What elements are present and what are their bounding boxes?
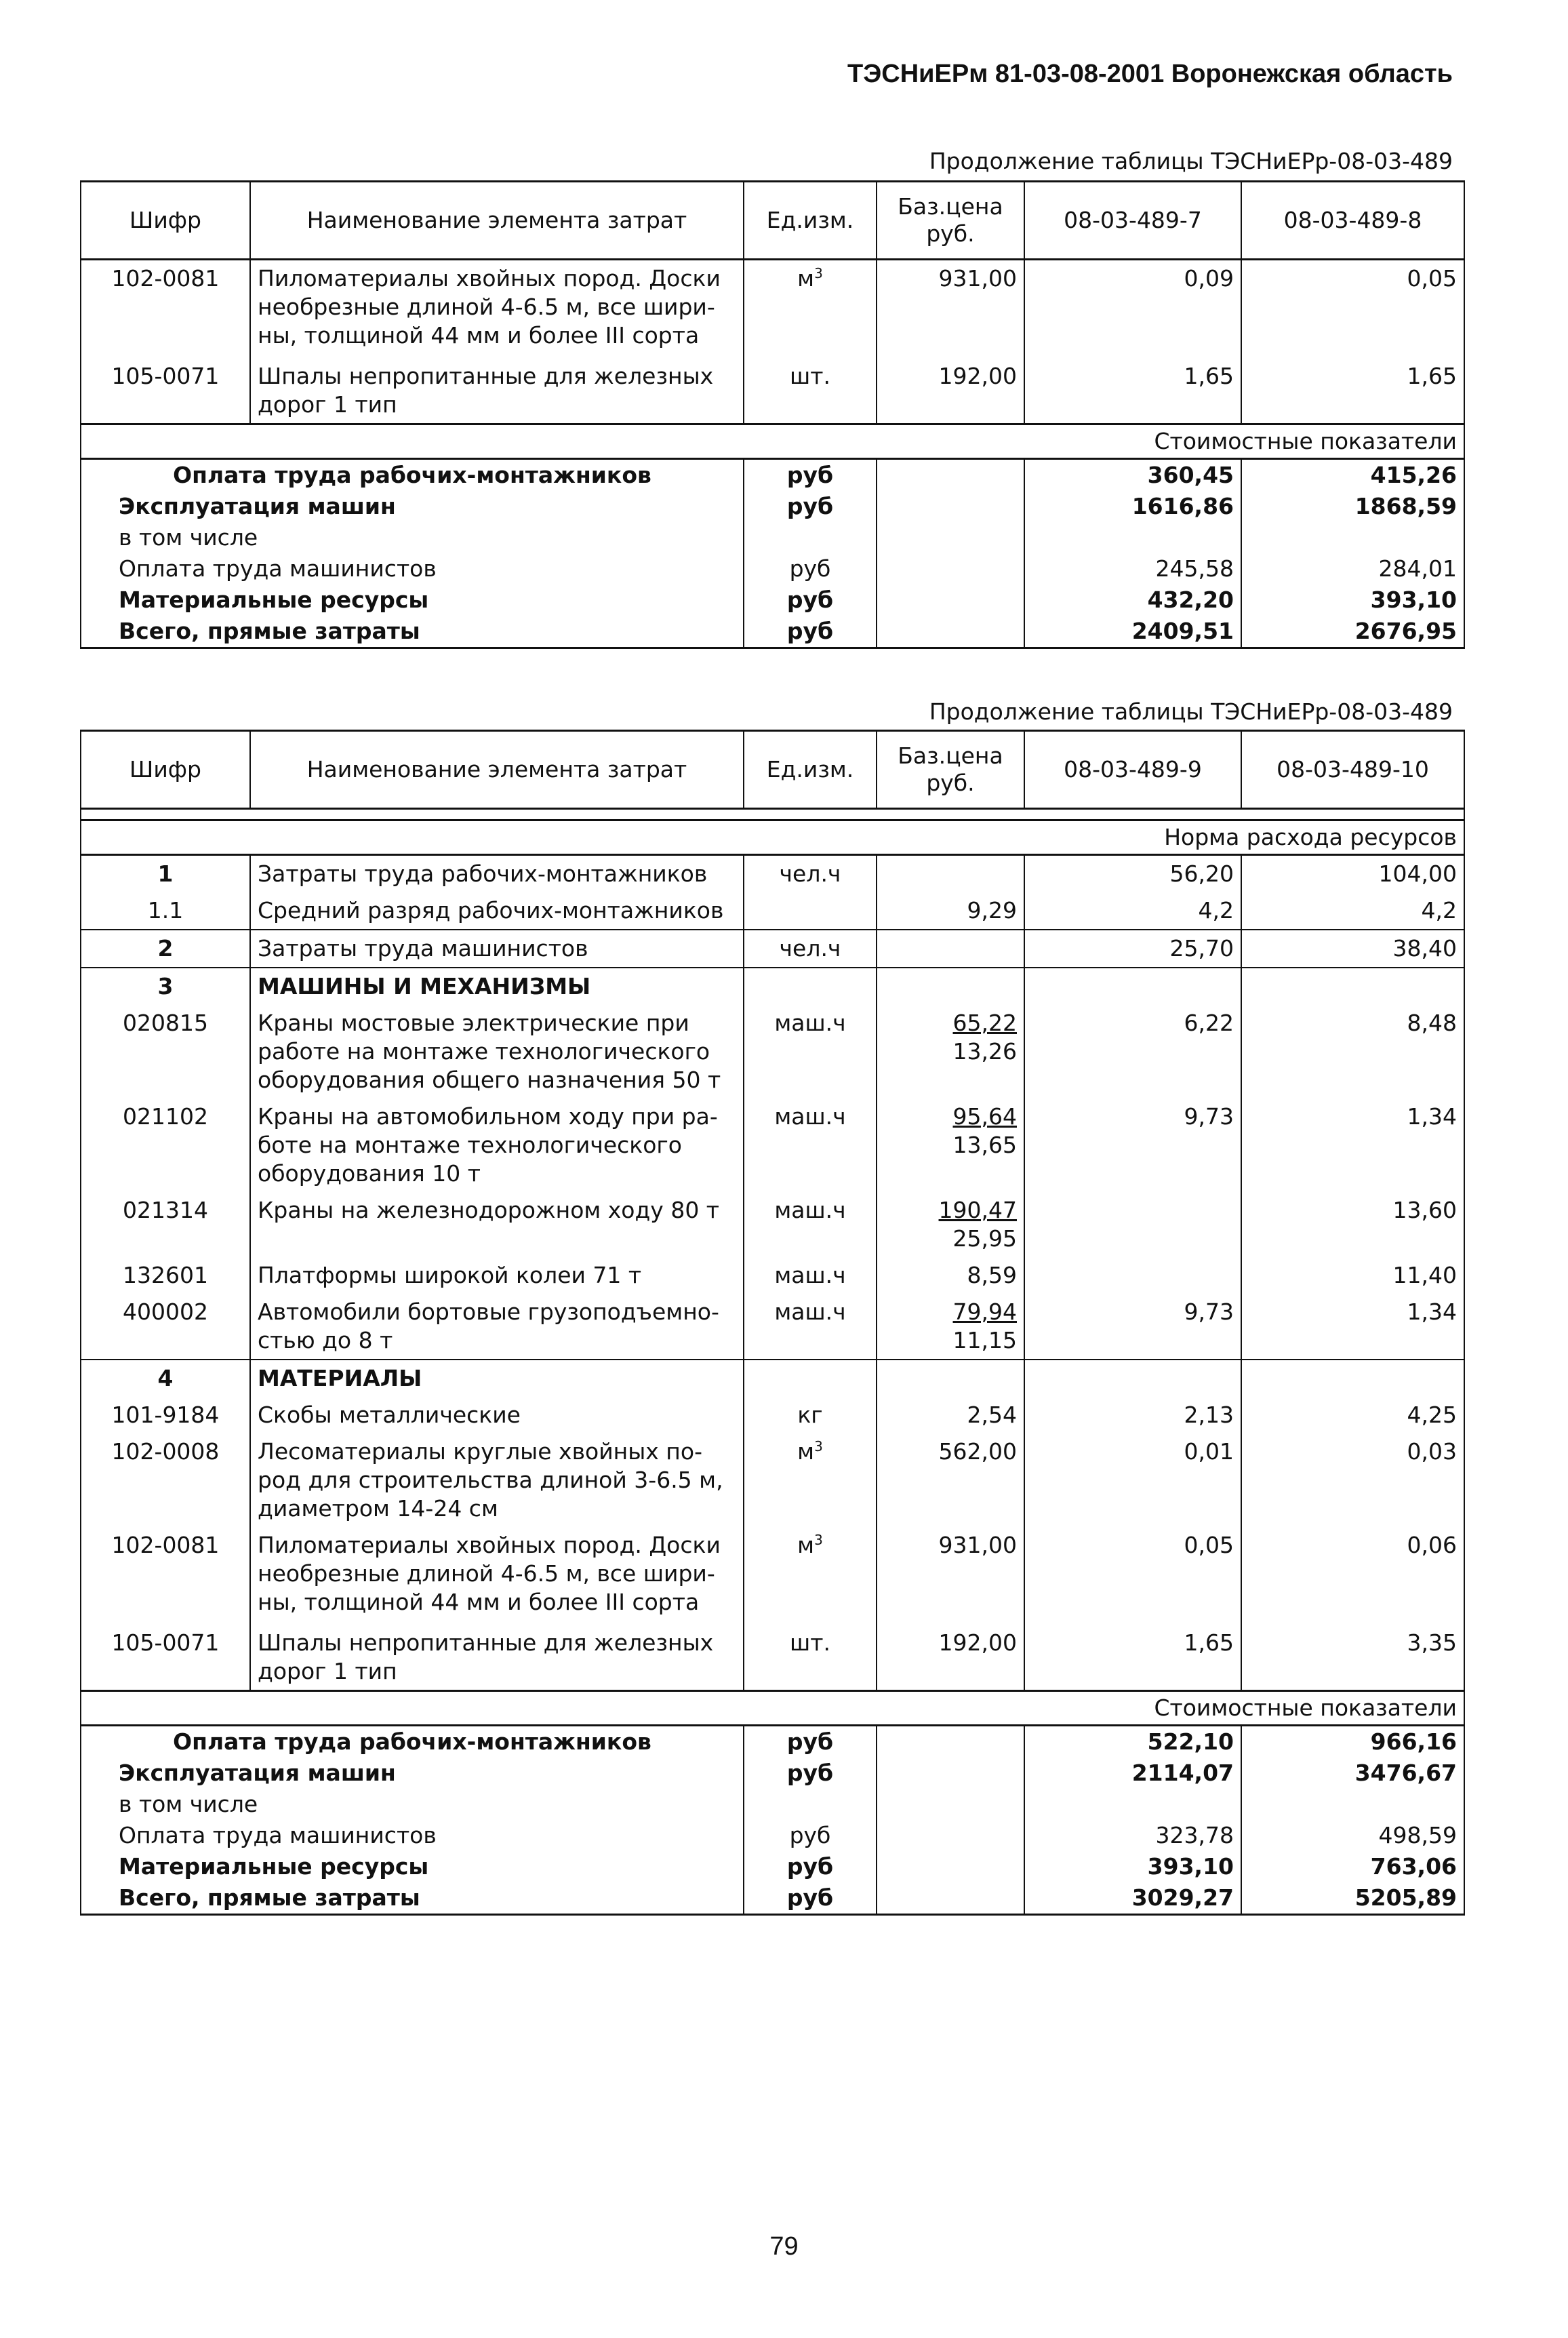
table1-caption: Продолжение таблицы ТЭСНиЕРр-08-03-489 <box>929 148 1453 174</box>
summary-row <box>81 522 1464 553</box>
row-unit: $м^3$ <box>744 1433 877 1527</box>
summary-value-2: 1868,59 <box>1241 491 1464 522</box>
summary-label: в том числе <box>81 1789 744 1820</box>
summary-unit: руб <box>744 553 877 584</box>
summary-unit: руб <box>744 1820 877 1851</box>
row-name: Пиломатериалы хвойных пород. Доски необрезные длиной 4-6.5 м, все шири-ны, толщиной 44 мм и более III сорта <box>250 260 744 359</box>
row-unit <box>744 892 877 930</box>
summary-row <box>81 584 1464 616</box>
summary-unit: руб <box>744 491 877 522</box>
row-price: 9,29 <box>877 892 1024 930</box>
section-row-machines <box>81 968 1464 1005</box>
summary-value-2 <box>1241 1789 1464 1820</box>
summary-unit: руб <box>744 1851 877 1882</box>
row-price: 65,22 13,26 <box>877 1005 1024 1098</box>
summary-unit <box>744 1789 877 1820</box>
row-name: Краны на железнодорожном ходу 80 т <box>250 1192 744 1257</box>
row-value-1: 25,70 <box>1024 930 1241 968</box>
summary-value-1: 432,20 <box>1024 584 1241 616</box>
row-price: 931,00 <box>877 1527 1024 1625</box>
table-row <box>81 855 1464 893</box>
summary-row <box>81 1820 1464 1851</box>
summary-label: Оплата труда рабочих-монтажников <box>81 459 744 492</box>
summary-label: Эксплуатация машин <box>81 1758 744 1789</box>
row-code: 101-9184 <box>81 1397 250 1433</box>
spacer-band <box>81 809 1464 820</box>
machine-row <box>81 1098 1464 1192</box>
row-value-2: 13,60 <box>1241 1192 1464 1257</box>
row-name: Средний разряд рабочих-монтажников <box>250 892 744 930</box>
summary-label: Оплата труда рабочих-монтажников <box>81 1726 744 1758</box>
machine-row <box>81 1192 1464 1257</box>
summary-value-1: 393,10 <box>1024 1851 1241 1882</box>
row-value-2: 0,05 <box>1241 260 1464 359</box>
cost-band-label: Стоимостные показатели <box>81 1691 1464 1726</box>
norm-band-label: Норма расхода ресурсов <box>81 820 1464 855</box>
machine-row <box>81 1005 1464 1098</box>
row-price: 190,47 25,95 <box>877 1192 1024 1257</box>
row-unit: шт. <box>744 358 877 424</box>
row-price: 192,00 <box>877 1625 1024 1691</box>
row-unit: шт. <box>744 1625 877 1691</box>
row-name: Шпалы непропитанные для железных дорог 1 тип <box>250 1625 744 1691</box>
material-row <box>81 1527 1464 1625</box>
row-value-1: 9,73 <box>1024 1294 1241 1360</box>
row-value-2: 11,40 <box>1241 1257 1464 1294</box>
summary-unit: руб <box>744 459 877 492</box>
summary-value-2: 415,26 <box>1241 459 1464 492</box>
cost-band-row <box>81 424 1464 459</box>
row-value-1: 1,65 <box>1024 1625 1241 1691</box>
summary-row <box>81 1726 1464 1758</box>
summary-label: Материальные ресурсы <box>81 1851 744 1882</box>
row-code: 102-0081 <box>81 260 250 359</box>
table-row <box>81 930 1464 968</box>
row-code: 102-0008 <box>81 1433 250 1527</box>
row-value-1: 0,01 <box>1024 1433 1241 1527</box>
row-value-2: 104,00 <box>1241 855 1464 893</box>
row-name: Затраты труда рабочих-монтажников <box>250 855 744 893</box>
table-header-row <box>81 731 1464 809</box>
table2-caption: Продолжение таблицы ТЭСНиЕРр-08-03-489 <box>929 698 1453 725</box>
row-price: 192,00 <box>877 358 1024 424</box>
summary-value-1: 2114,07 <box>1024 1758 1241 1789</box>
summary-unit: руб <box>744 1758 877 1789</box>
row-code: 1.1 <box>81 892 250 930</box>
table-row <box>81 358 1464 424</box>
row-value-1: 0,09 <box>1024 260 1241 359</box>
summary-row <box>81 616 1464 648</box>
row-value-1: 1,65 <box>1024 358 1241 424</box>
header-col6: 08-03-489-8 <box>1241 182 1464 260</box>
row-price: 8,59 <box>877 1257 1024 1294</box>
row-name: Шпалы непропитанные для железных дорог 1 тип <box>250 358 744 424</box>
summary-value-1: 245,58 <box>1024 553 1241 584</box>
row-code: 105-0071 <box>81 358 250 424</box>
row-value-2: 1,34 <box>1241 1294 1464 1360</box>
norm-band-row <box>81 820 1464 855</box>
summary-unit: руб <box>744 1882 877 1915</box>
row-code: 021314 <box>81 1192 250 1257</box>
section-code: 4 <box>81 1360 250 1397</box>
row-value-2: 3,35 <box>1241 1625 1464 1691</box>
summary-label: Материальные ресурсы <box>81 584 744 616</box>
row-unit: кг <box>744 1397 877 1433</box>
row-unit: $м^3$ <box>744 260 877 359</box>
row-value-1 <box>1024 1192 1241 1257</box>
header-code: Шифр <box>81 731 250 809</box>
row-code: 2 <box>81 930 250 968</box>
row-value-1: 6,22 <box>1024 1005 1241 1098</box>
summary-value-1 <box>1024 1789 1241 1820</box>
row-value-1: 9,73 <box>1024 1098 1241 1192</box>
row-unit: маш.ч <box>744 1098 877 1192</box>
summary-value-2: 3476,67 <box>1241 1758 1464 1789</box>
row-value-2: 38,40 <box>1241 930 1464 968</box>
row-price: 95,64 13,65 <box>877 1098 1024 1192</box>
row-name: Краны мостовые электрические при работе на монтаже технологического оборудования общего назначения 50 т <box>250 1005 744 1098</box>
summary-value-2: 498,59 <box>1241 1820 1464 1851</box>
page-number: 79 <box>769 2232 799 2261</box>
summary-value-1: 522,10 <box>1024 1726 1241 1758</box>
summary-row <box>81 491 1464 522</box>
summary-row <box>81 1851 1464 1882</box>
row-name: Скобы металлические <box>250 1397 744 1433</box>
summary-value-1: 323,78 <box>1024 1820 1241 1851</box>
row-code: 1 <box>81 855 250 893</box>
summary-row <box>81 1882 1464 1915</box>
row-value-2: 0,06 <box>1241 1527 1464 1625</box>
table-row <box>81 260 1464 359</box>
header-col5: 08-03-489-9 <box>1024 731 1241 809</box>
section-code: 3 <box>81 968 250 1005</box>
summary-row <box>81 553 1464 584</box>
material-row <box>81 1433 1464 1527</box>
summary-value-2: 2676,95 <box>1241 616 1464 648</box>
row-value-2: 1,65 <box>1241 358 1464 424</box>
summary-label: Всего, прямые затраты <box>81 616 744 648</box>
header-base-price: Баз.цена руб. <box>877 731 1024 809</box>
material-row <box>81 1397 1464 1433</box>
cost-band-row <box>81 1691 1464 1726</box>
summary-value-1 <box>1024 522 1241 553</box>
section-title: МАШИНЫ И МЕХАНИЗМЫ <box>250 968 744 1005</box>
row-unit: маш.ч <box>744 1192 877 1257</box>
summary-value-2: 966,16 <box>1241 1726 1464 1758</box>
summary-label: в том числе <box>81 522 744 553</box>
summary-label: Оплата труда машинистов <box>81 553 744 584</box>
row-price: 79,94 11,15 <box>877 1294 1024 1360</box>
summary-value-2 <box>1241 522 1464 553</box>
summary-value-2: 5205,89 <box>1241 1882 1464 1915</box>
header-name: Наименование элемента затрат <box>250 731 744 809</box>
table-header-row <box>81 182 1464 260</box>
row-value-2: 1,34 <box>1241 1098 1464 1192</box>
summary-unit: руб <box>744 1726 877 1758</box>
summary-value-2: 763,06 <box>1241 1851 1464 1882</box>
row-code: 102-0081 <box>81 1527 250 1625</box>
row-name: Пиломатериалы хвойных пород. Доски необрезные длиной 4-6.5 м, все шири-ны, толщиной 44 мм и более III сорта <box>250 1527 744 1625</box>
row-price: 931,00 <box>877 260 1024 359</box>
summary-label: Эксплуатация машин <box>81 491 744 522</box>
summary-value-2: 393,10 <box>1241 584 1464 616</box>
row-unit: маш.ч <box>744 1257 877 1294</box>
row-code: 105-0071 <box>81 1625 250 1691</box>
header-col5: 08-03-489-7 <box>1024 182 1241 260</box>
table-row <box>81 892 1464 930</box>
machine-row <box>81 1294 1464 1360</box>
machine-row <box>81 1257 1464 1294</box>
row-value-2: 4,25 <box>1241 1397 1464 1433</box>
header-unit: Ед.изм. <box>744 182 877 260</box>
summary-label: Оплата труда машинистов <box>81 1820 744 1851</box>
header-base-price: Баз.цена руб. <box>877 182 1024 260</box>
row-code: 400002 <box>81 1294 250 1360</box>
summary-value-1: 3029,27 <box>1024 1882 1241 1915</box>
row-price <box>877 855 1024 893</box>
summary-row <box>81 459 1464 492</box>
row-value-1: 56,20 <box>1024 855 1241 893</box>
row-price: 2,54 <box>877 1397 1024 1433</box>
row-value-1: 2,13 <box>1024 1397 1241 1433</box>
header-col6: 08-03-489-10 <box>1241 731 1464 809</box>
resource-table-1 <box>80 180 1465 649</box>
summary-value-1: 360,45 <box>1024 459 1241 492</box>
row-name: Лесоматериалы круглые хвойных по-род для строительства длиной 3-6.5 м, диаметром 14-24 см <box>250 1433 744 1527</box>
resource-table-2 <box>80 730 1465 1916</box>
row-unit: $м^3$ <box>744 1527 877 1625</box>
header-name: Наименование элемента затрат <box>250 182 744 260</box>
row-unit: маш.ч <box>744 1005 877 1098</box>
header-unit: Ед.изм. <box>744 731 877 809</box>
row-value-2: 0,03 <box>1241 1433 1464 1527</box>
row-name: Затраты труда машинистов <box>250 930 744 968</box>
summary-unit <box>744 522 877 553</box>
row-price: 562,00 <box>877 1433 1024 1527</box>
row-value-1: 4,2 <box>1024 892 1241 930</box>
summary-value-2: 284,01 <box>1241 553 1464 584</box>
summary-value-1: 2409,51 <box>1024 616 1241 648</box>
summary-unit: руб <box>744 616 877 648</box>
page-header: ТЭСНиЕРм 81-03-08-2001 Воронежская область <box>847 60 1453 88</box>
header-code: Шифр <box>81 182 250 260</box>
row-code: 021102 <box>81 1098 250 1192</box>
summary-unit: руб <box>744 584 877 616</box>
section-row-materials <box>81 1360 1464 1397</box>
row-value-2: 4,2 <box>1241 892 1464 930</box>
row-code: 132601 <box>81 1257 250 1294</box>
row-name: Краны на автомобильном ходу при ра-боте на монтаже технологического оборудования 10 т <box>250 1098 744 1192</box>
row-name: Платформы широкой колеи 71 т <box>250 1257 744 1294</box>
row-name: Автомобили бортовые грузоподъемно-стью до 8 т <box>250 1294 744 1360</box>
section-title: МАТЕРИАЛЫ <box>250 1360 744 1397</box>
row-price <box>877 930 1024 968</box>
summary-label: Всего, прямые затраты <box>81 1882 744 1915</box>
row-value-2: 8,48 <box>1241 1005 1464 1098</box>
summary-row <box>81 1789 1464 1820</box>
summary-value-1: 1616,86 <box>1024 491 1241 522</box>
row-unit: чел.ч <box>744 930 877 968</box>
row-unit: чел.ч <box>744 855 877 893</box>
cost-band-label: Стоимостные показатели <box>81 424 1464 459</box>
row-code: 020815 <box>81 1005 250 1098</box>
material-row <box>81 1625 1464 1691</box>
summary-row <box>81 1758 1464 1789</box>
row-value-1: 0,05 <box>1024 1527 1241 1625</box>
row-unit: маш.ч <box>744 1294 877 1360</box>
row-value-1 <box>1024 1257 1241 1294</box>
